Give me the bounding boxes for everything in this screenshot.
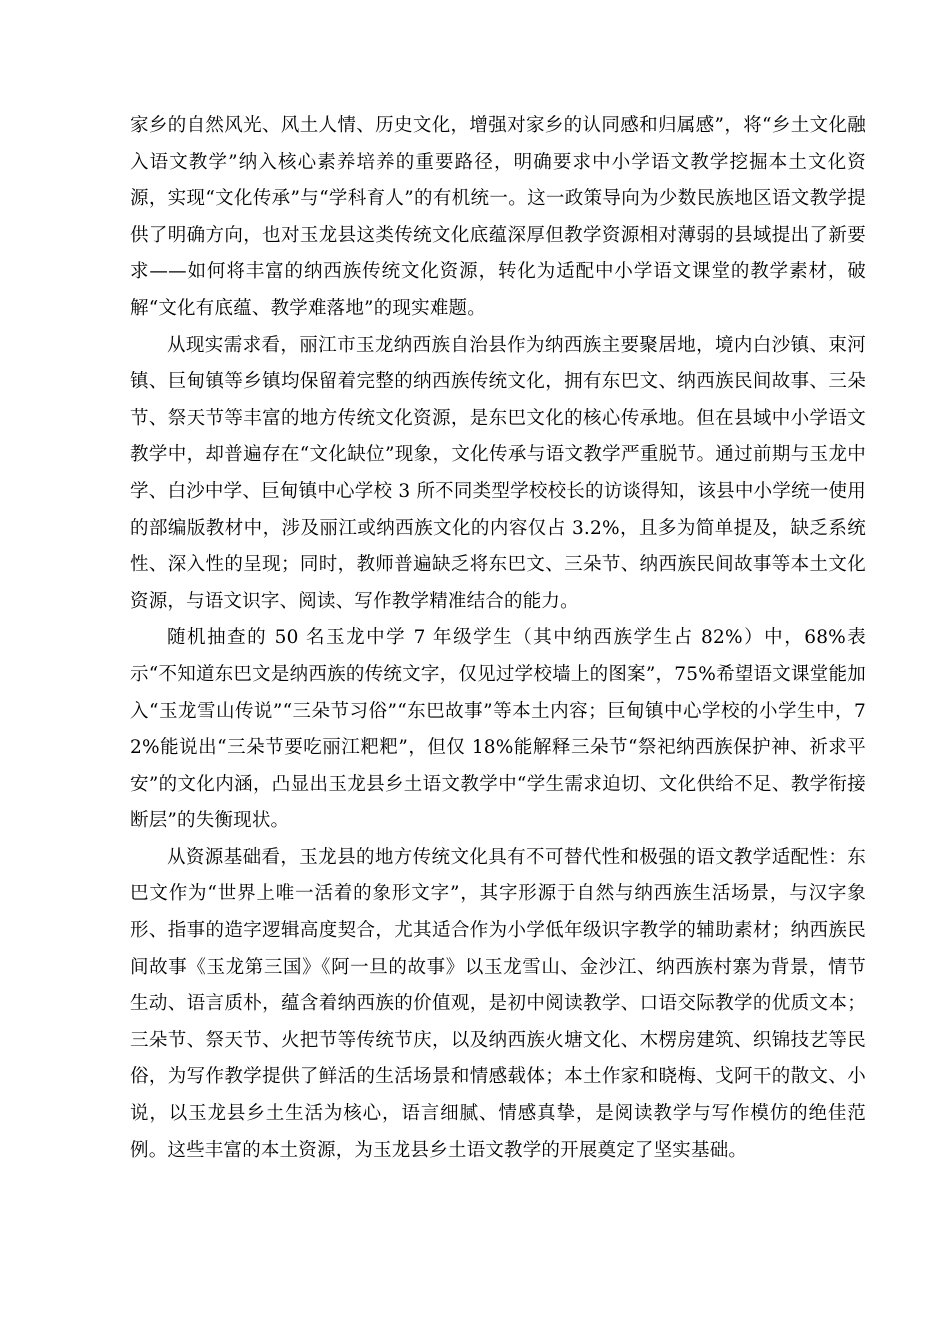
paragraph-1: 家乡的自然风光、风土人情、历史文化，增强对家乡的认同感和归属感”，将“乡土文化融入语文教学”纳入核心素养培养的重要路径，明确要求中小学语文教学挖掘本土文化资源，实现“文化传承”与“学科育人”的有机统一。这一政策导向为少数民族地区语文教学提供了明确方向，也对玉龙县这类传统文化底蕴深厚但教学资源相对薄弱的县域提出了新要求——如何将丰富的纳西族传统文化资源，转化为适配中小学语文课堂的教学素材，破解“文化有底蕴、教学难落地”的现实难题。 [130, 115, 866, 319]
paragraph-3: 随机抽查的 50 名玉龙中学 7 年级学生（其中纳西族学生占 82%）中，68%表示“不知道东巴文是纳西族的传统文字，仅见过学校墙上的图案”，75%希望语文课堂能加入“玉龙雪山传说”“三朵节习俗”“东巴故事”等本土内容；巨甸镇中心学校的小学生中，72%能说出“三朵节要吃丽江粑粑”，但仅 18%能解释三朵节“祭祀纳西族保护神、祈求平安”的文化内涵，凸显出玉龙县乡土语文教学中“学生需求迫切、文化供给不足、教学衔接断层”的失衡现状。 [130, 627, 866, 832]
paragraph-2: 从现实需求看，丽江市玉龙纳西族自治县作为纳西族主要聚居地，境内白沙镇、束河镇、巨甸镇等乡镇均保留着完整的纳西族传统文化，拥有东巴文、纳西族民间故事、三朵节、祭天节等丰富的地方传统文化资源，是东巴文化的核心传承地。但在县域中小学语文教学中，却普遍存在“文化缺位”现象，文化传承与语文教学严重脱节。通过前期与玉龙中学、白沙中学、巨甸镇中心学校 3 所不同类型学校校长的访谈得知，该县中小学统一使用的部编版教材中，涉及丽江或纳西族文化的内容仅占 3.2%，且多为简单提及，缺乏系统性、深入性的呈现；同时，教师普遍缺乏将东巴文、三朵节、纳西族民间故事等本土文化资源，与语文识字、阅读、写作教学精准结合的能力。 [130, 334, 866, 612]
paragraph-4: 从资源基础看，玉龙县的地方传统文化具有不可替代性和极强的语文教学适配性：东巴文作为“世界上唯一活着的象形文字”，其字形源于自然与纳西族生活场景，与汉字象形、指事的造字逻辑高度契合，尤其适合作为小学低年级识字教学的辅助素材；纳西族民间故事《玉龙第三国》《阿一旦的故事》以玉龙雪山、金沙江、纳西族村寨为背景，情节生动、语言质朴，蕴含着纳西族的价值观，是初中阅读教学、口语交际教学的优质文本；三朵节、祭天节、火把节等传统节庆，以及纳西族火塘文化、木楞房建筑、织锦技艺等民俗，为写作教学提供了鲜活的生活场景和情感载体；本土作家和晓梅、戈阿干的散文、小说，以玉龙县乡土生活为核心，语言细腻、情感真挚，是阅读教学与写作模仿的绝佳范例。这些丰富的本土资源，为玉龙县乡土语文教学的开展奠定了坚实基础。 [130, 846, 866, 1161]
